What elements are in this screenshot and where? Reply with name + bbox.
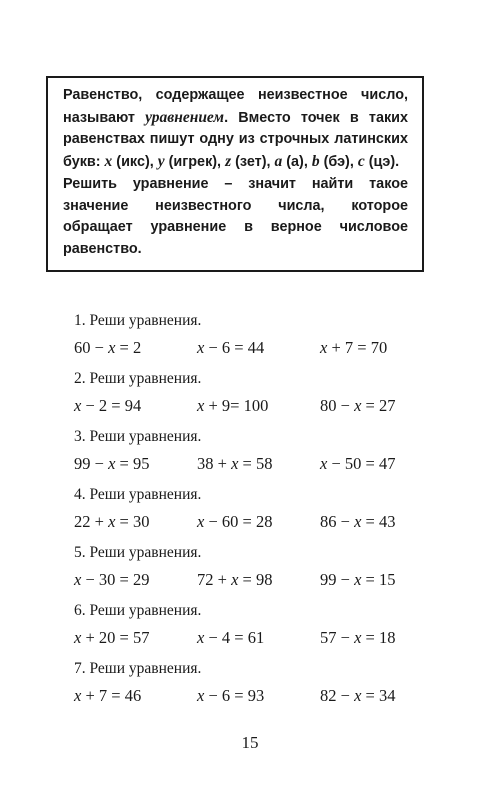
equation: x − 30 = 29 [74, 570, 150, 589]
equation: x − 6 = 44 [197, 338, 265, 357]
equation-row [74, 685, 454, 709]
equation: 72 + x = 98 [197, 570, 273, 589]
page-number: 15 [241, 733, 259, 752]
equation: 38 + x = 58 [197, 454, 273, 473]
equation: 57 − x = 18 [320, 628, 396, 647]
exercise-title: 4. Реши уравнения. [74, 486, 202, 503]
exercise-title: 7. Реши уравнения. [74, 660, 202, 677]
exercise-title: 1. Реши уравнения. [74, 312, 202, 329]
exercise-title: 6. Реши уравнения. [74, 602, 202, 619]
exercise-title: 3. Реши уравнения. [74, 428, 202, 445]
exercise-7 [74, 659, 454, 717]
equation-row [74, 395, 454, 419]
variable-name: (игрек), [164, 154, 226, 171]
exercise-2 [74, 369, 454, 427]
equation: 60 − x = 2 [74, 338, 142, 357]
rule-text: Равенство, содержащее неизвестное число, называют [63, 87, 408, 126]
equation: 86 − x = 43 [320, 512, 396, 531]
variable-letter: c [357, 153, 365, 171]
exercise-list [74, 311, 454, 717]
equation: 99 − x = 15 [320, 570, 396, 589]
rule-box [46, 76, 424, 272]
equation-row [74, 627, 454, 651]
exercise-title: 5. Реши уравнения. [74, 544, 202, 561]
variable-name: (а), [282, 154, 312, 171]
equation: 80 − x = 27 [320, 396, 396, 415]
equation-row [74, 569, 454, 593]
equation: 99 − x = 95 [74, 454, 150, 473]
equation: x − 50 = 47 [320, 454, 396, 473]
equation: x + 20 = 57 [74, 628, 150, 647]
exercise-title: 2. Реши уравнения. [74, 370, 202, 387]
equation: x − 4 = 61 [197, 628, 265, 647]
rule-solve-definition: Решить уравнение – значит найти такое значение неизвестного числа, которое обращает уравнение в верное числовое равенство. [63, 175, 408, 257]
exercise-3 [74, 427, 454, 485]
variable-name: (икс), [112, 154, 158, 171]
equation: x + 7 = 46 [74, 686, 142, 705]
variable-name: (бэ), [319, 154, 358, 171]
equation-row [74, 453, 454, 477]
equation: x + 9= 100 [197, 396, 269, 415]
variable-letter: z [225, 153, 232, 171]
exercise-6 [74, 601, 454, 659]
equation-row [74, 511, 454, 535]
equation: 82 − x = 34 [320, 686, 396, 705]
rule-text: . Вместо точек в таких равенствах пишут одну из строчных латинских букв: [63, 109, 409, 171]
variable-name: (зет), [231, 154, 275, 171]
rule-definition [63, 85, 408, 174]
rule-term: уравнением [145, 108, 225, 126]
equation: x − 2 = 94 [74, 396, 142, 415]
equation: x − 60 = 28 [197, 512, 273, 531]
equation-row [74, 337, 454, 361]
exercise-1 [74, 311, 454, 369]
variable-letter: y [157, 153, 165, 171]
variable-letter: a [274, 153, 283, 171]
variable-letter: x [104, 153, 113, 171]
equation: 22 + x = 30 [74, 512, 150, 531]
variable-letter: b [311, 153, 320, 171]
equation: x − 6 = 93 [197, 686, 265, 705]
equation: x + 7 = 70 [320, 338, 388, 357]
variable-name: (цэ). [364, 154, 400, 171]
exercise-4 [74, 485, 454, 543]
exercise-5 [74, 543, 454, 601]
